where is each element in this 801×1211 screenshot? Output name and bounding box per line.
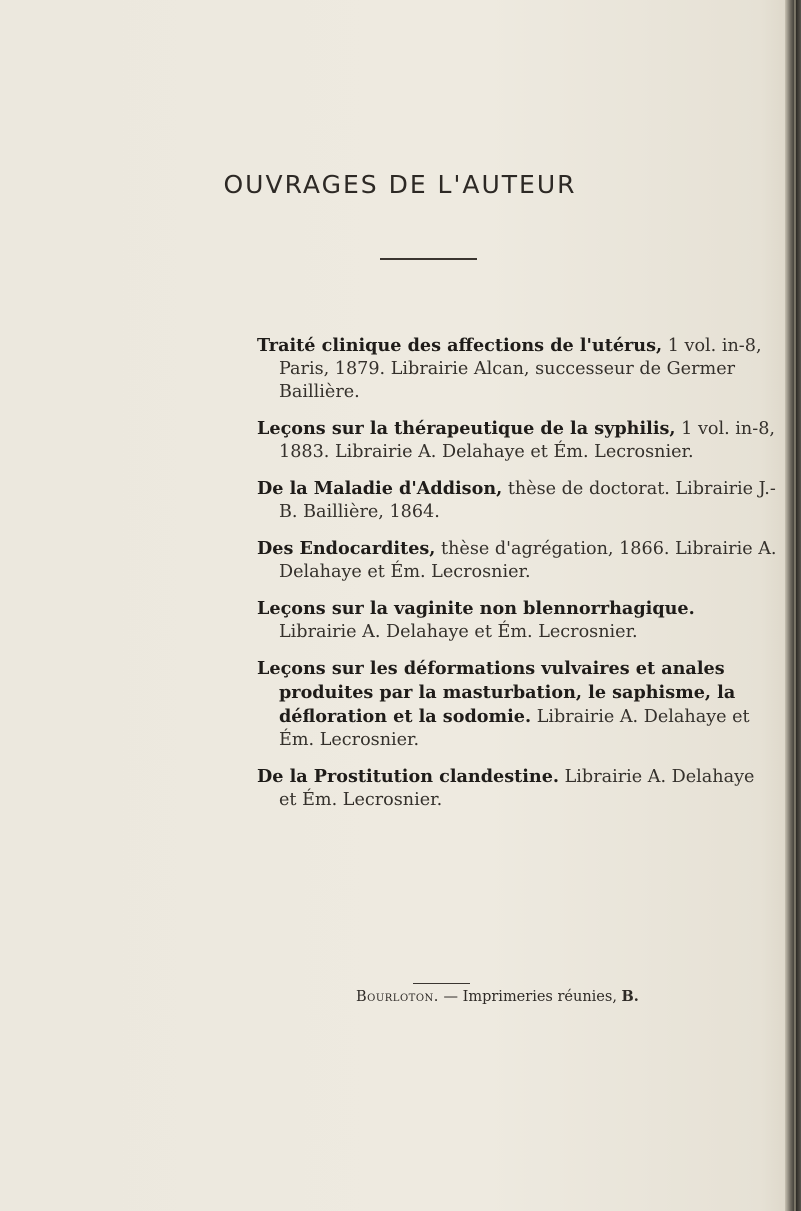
work-entry-syphilis [257, 417, 777, 464]
work-title: De la Prostitution clandestine. [257, 766, 560, 787]
work-entry-deformations [257, 657, 777, 752]
work-entry-vaginite [257, 597, 777, 644]
work-title: De la Maladie d'Addison, [257, 478, 503, 499]
work-title: Leçons sur la vaginite non blennorrhagique. [257, 598, 695, 619]
work-details: 1 vol. in-8, Paris, 1879. Librairie Alcan, successeur de Germer Baillière. [279, 336, 762, 402]
imprint-text: Imprimeries réunies, [462, 989, 622, 1005]
page-title: OUVRAGES DE L'AUTEUR [223, 170, 577, 199]
work-entry-endocardites [257, 537, 777, 584]
book-binding-edge [785, 0, 801, 1211]
title-divider [380, 258, 477, 260]
work-details: Librairie A. Delahaye et Ém. Lecrosnier. [279, 622, 638, 642]
work-title: Leçons sur les déformations vulvaires et anales produites par la masturbation, le saphisme, la défloration et la sodomie. [257, 658, 736, 727]
imprint-separator: — [438, 989, 463, 1005]
work-entry-uterus [257, 334, 777, 404]
work-entry-addison [257, 477, 777, 524]
work-details: Librairie A. Delahaye et Ém. Lecrosnier. [279, 707, 750, 750]
printer-name: Bourloton. [356, 989, 439, 1005]
imprint-city: B. [621, 988, 639, 1005]
work-title: Des Endocardites, [257, 538, 436, 559]
work-details: thèse de doctorat. Librairie J.-B. Baillière, 1864. [279, 479, 776, 522]
work-details: thèse d'agrégation, 1866. Librairie A. Delahaye et Ém. Lecrosnier. [279, 539, 777, 582]
work-details: Librairie A. Delahaye et Ém. Lecrosnier. [279, 767, 755, 810]
work-details: 1 vol. in-8, 1883. Librairie A. Delahaye et Ém. Lecrosnier. [279, 419, 775, 462]
work-title: Leçons sur la thérapeutique de la syphilis, [257, 418, 676, 439]
work-title: Traité clinique des affections de l'utérus, [257, 335, 663, 356]
footer-divider [413, 983, 470, 984]
work-entry-prostitution [257, 765, 777, 812]
printer-imprint [356, 988, 776, 1005]
works-list [257, 334, 777, 825]
